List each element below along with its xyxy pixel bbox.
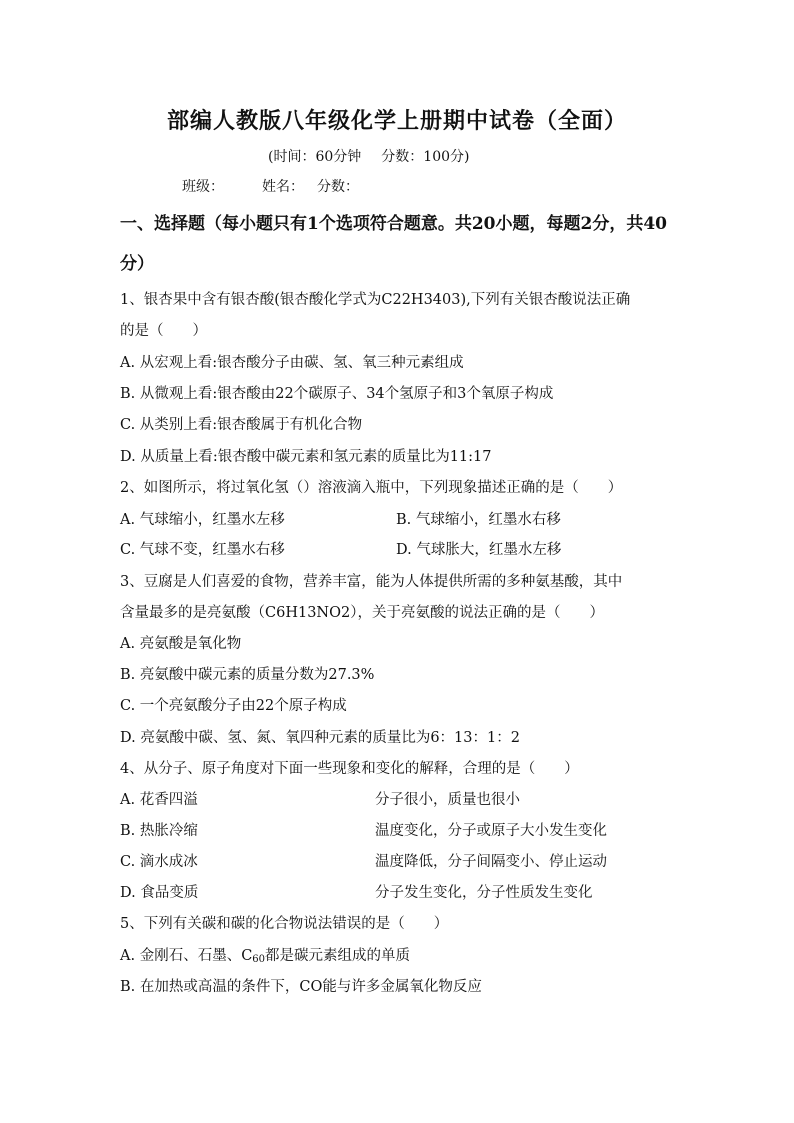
q5-option-b: B. 在加热或高温的条件下，CO能与许多金属氧化物反应 [120,979,482,995]
name-label: 姓名： [262,179,304,195]
q4-option-d: D. 食品变质 [120,885,199,901]
q1-option-d: D. 从质量上看:银杏酸中碳元素和氢元素的质量比为11:17 [120,449,492,465]
q1-option-c: C. 从类别上看:银杏酸属于有机化合物 [120,417,363,433]
q3-stem-line2: 含量最多的是亮氨酸（C6H13NO2），关于亮氨酸的说法正确的是（ ） [120,605,604,621]
q5-option-a [120,944,410,965]
q4-option-b: B. 热胀冷缩 [120,823,198,839]
q3-option-c: C. 一个亮氨酸分子由22个原子构成 [120,698,347,714]
q3-option-b: B. 亮氨酸中碳元素的质量分数为27.3% [120,667,375,683]
q3-option-a: A. 亮氨酸是氧化物 [120,636,242,652]
page-title: 部编人教版八年级化学上册期中试卷（全面） [166,108,627,134]
q5-option-a-prefix: A. 金刚石、石墨、C [120,948,253,964]
exam-info [268,146,469,166]
exam-time: (时间：60分钟 [268,149,362,165]
q4-option-a-explanation: 分子很小，质量也很小 [375,792,520,808]
q4-option-d-explanation: 分子发生变化，分子性质发生变化 [375,885,593,901]
q2-stem: 2、如图所示，将过氧化氢（）溶液滴入瓶中，下列现象描述正确的是（ ） [120,480,623,496]
q5-option-a-suffix: 都是碳元素组成的单质 [265,948,411,964]
q2-option-b: B. 气球缩小，红墨水右移 [396,512,561,528]
q2-option-a: A. 气球缩小，红墨水左移 [120,512,285,528]
q3-stem-line1: 3、豆腐是人们喜爱的食物，营养丰富，能为人体提供所需的多种氨基酸，其中 [120,574,623,590]
q4-option-c-explanation: 温度降低，分子间隔变小、停止运动 [375,854,607,870]
q1-stem-line2: 的是（ ） [120,323,207,339]
q5-option-a-subscript: 60 [252,954,266,965]
student-info-line [182,176,359,196]
q1-option-a: A. 从宏观上看:银杏酸分子由碳、氢、氧三种元素组成 [120,355,464,371]
q5-stem: 5、下列有关碳和碳的化合物说法错误的是（ ） [120,916,449,932]
q2-option-d: D. 气球胀大，红墨水左移 [396,542,562,558]
q4-option-a: A. 花香四溢 [120,792,198,808]
q4-stem: 4、从分子、原子角度对下面一些现象和变化的解释，合理的是（ ） [120,761,579,777]
q4-option-b-explanation: 温度变化，分子或原子大小发生变化 [375,823,607,839]
points-label: 分数： [317,179,359,195]
q1-stem-line1: 1、银杏果中含有银杏酸(银杏酸化学式为C22H3403),下列有关银杏酸说法正确 [120,292,631,308]
section-heading: 一、选择题（每小题只有1个选项符合题意。共20小题，每题2分，共40分） [120,214,667,274]
class-label: 班级： [182,179,224,195]
q4-option-c: C. 滴水成冰 [120,854,198,870]
exam-total-score: 分数：100分) [381,149,470,165]
q2-option-c: C. 气球不变，红墨水右移 [120,542,285,558]
q3-option-d: D. 亮氨酸中碳、氢、氮、氧四种元素的质量比为6：13：1：2 [120,730,520,746]
q1-option-b: B. 从微观上看:银杏酸由22个碳原子、34个氢原子和3个氧原子构成 [120,386,554,402]
